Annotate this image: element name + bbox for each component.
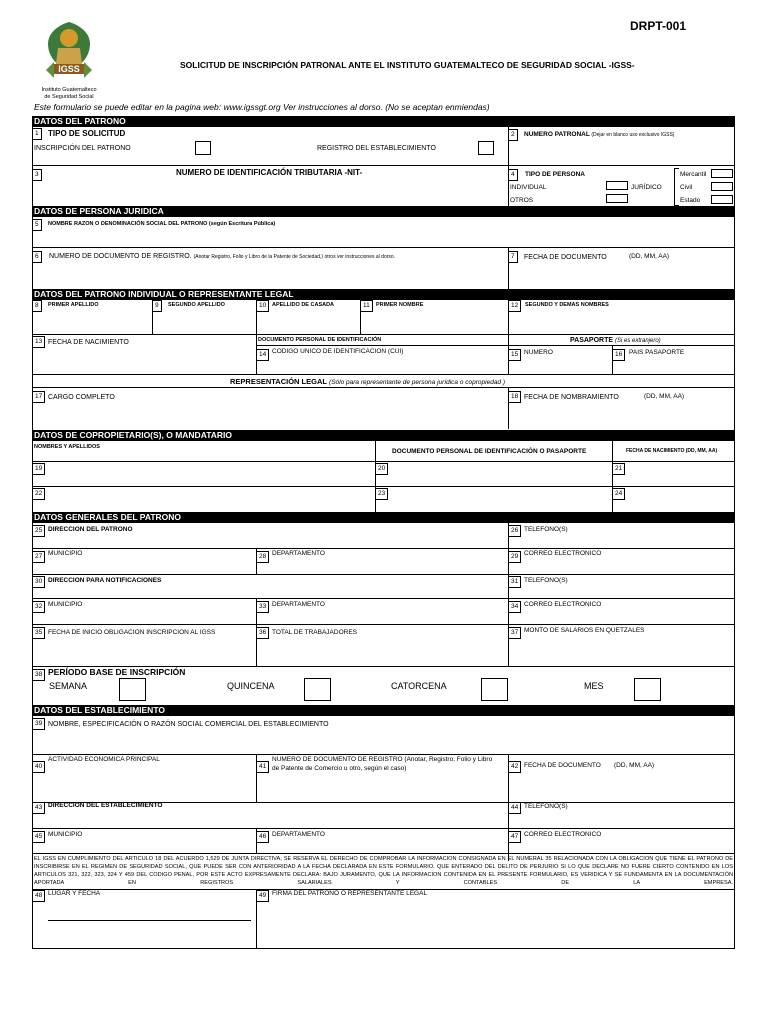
nit-label: NUMERO DE IDENTIFICACIÓN TRIBUTARIA -NIT- <box>176 168 363 177</box>
field-num: 7 <box>508 251 518 263</box>
field-num: 37 <box>508 627 521 639</box>
municipio-label: MUNICIPIO <box>48 550 83 557</box>
quincena-label: QUINCENA <box>227 681 275 691</box>
apellido-casada-label: APELLIDO DE CASADA <box>272 302 335 308</box>
estado-checkbox[interactable] <box>711 195 733 204</box>
pasaporte-note: (Si es extranjero) <box>615 338 661 344</box>
departamento-notif-label: DEPARTAMENTO <box>272 601 325 608</box>
field-num: 4 <box>508 169 518 181</box>
field-num: 28 <box>256 551 269 563</box>
igss-seal-icon <box>36 20 102 82</box>
section-juridica: DATOS DE PERSONA JURIDICA <box>32 206 735 217</box>
field-num: 48 <box>32 890 45 902</box>
tipo-persona-label: TIPO DE PERSONA <box>525 171 585 178</box>
representacion-title: REPRESENTACIÓN LEGAL <box>230 377 327 386</box>
field-num: 42 <box>508 761 521 773</box>
fecha-documento-format: (DD, MM, AA) <box>629 253 670 260</box>
primer-nombre-label: PRIMER NOMBRE <box>376 302 424 308</box>
primer-apellido-label: PRIMER APELLIDO <box>48 302 99 308</box>
field-num: 27 <box>32 551 45 563</box>
field-num: 24 <box>612 488 625 500</box>
section-establecimiento: DATOS DEL ESTABLECIMIENTO <box>32 705 735 716</box>
telefono-est-label: TELEFONO(S) <box>524 803 568 810</box>
municipio-notif-label: MUNICIPIO <box>48 601 83 608</box>
fecha-documento-est-format: (DD, MM, AA) <box>614 762 655 769</box>
field-num: 47 <box>508 831 521 843</box>
field-num: 35 <box>32 627 45 639</box>
telefono-label: TELEFONO(S) <box>524 526 568 533</box>
copro-fecha-header: FECHA DE NACIMIENTO (DD, MM, AA) <box>626 448 718 454</box>
numero-patronal-title: NUMERO PATRONAL <box>524 131 590 138</box>
field-num: 41 <box>256 761 269 773</box>
tipo-solicitud-label: TIPO DE SOLICITUD <box>48 129 126 138</box>
field-num: 49 <box>256 890 269 902</box>
direccion-establecimiento-label: DIRECCION DEL ESTABLECIMIENTO <box>48 802 163 809</box>
field-num: 17 <box>32 391 45 403</box>
field-num: 44 <box>508 802 521 814</box>
section-copropietario: DATOS DE COPROPIETARIO(S), O MANDATARIO <box>32 430 735 441</box>
field-num: 31 <box>508 576 521 588</box>
field-num: 43 <box>32 802 45 814</box>
individual-label: INDIVIDUAL <box>510 184 547 191</box>
doc-personal-label: DOCUMENTO PERSONAL DE IDENTIFICACIÓN <box>258 337 382 343</box>
numero-patronal-note: (Dejar en blanco uso exclusivo IGSS) <box>591 132 675 138</box>
direccion-patrono-label: DIRECCION DEL PATRONO <box>48 526 133 533</box>
individual-checkbox[interactable] <box>606 181 628 190</box>
mes-label: MES <box>584 681 604 691</box>
cargo-completo-label: CARGO COMPLETO <box>48 394 115 401</box>
field-num: 6 <box>32 251 42 263</box>
fecha-inicio-label: FECHA DE INICIO OBLIGACION INSCRIPCION AL IGSS <box>48 629 216 636</box>
registro-checkbox[interactable] <box>478 141 494 155</box>
catorcena-checkbox[interactable] <box>481 678 508 701</box>
nombre-establecimiento-label: NOMBRE, ESPECIFICACIÓN O RAZÓN SOCIAL COMERCIAL DEL ESTABLECIMIENTO <box>48 721 329 728</box>
doc-registro-note: (Anotar Registro, Folio y Libro de la Patente de Sociedad,) otros ver instrucciones al dorso. <box>193 254 396 260</box>
field-num: 14 <box>256 349 269 361</box>
fecha-documento-est-label: FECHA DE DOCUMENTO <box>524 762 601 769</box>
semana-label: SEMANA <box>49 681 88 691</box>
logo-line-2: de Seguridad Social <box>44 94 94 100</box>
mercantil-label: Mercantil <box>680 171 707 178</box>
representacion-note: (Sólo para representante de persona jurídica o copropiedad ) <box>329 379 506 386</box>
field-num: 40 <box>32 761 45 773</box>
pais-pasaporte-label: PAIS PASAPORTE <box>629 349 685 356</box>
field-num: 1 <box>32 128 42 140</box>
mercantil-checkbox[interactable] <box>711 169 733 178</box>
doc-registro-est-label-1: NUMERO DE DOCUMENTO DE REGISTRO (Anotar, Registro, Folio y Libro <box>272 756 493 763</box>
field-num: 11 <box>360 300 373 312</box>
razon-social-label: NOMBRE RAZON O DENOMINACIÓN SOCIAL DEL PATRONO (según Escritura Pública) <box>48 221 276 227</box>
fecha-nombramiento-format: (DD, MM, AA) <box>644 393 685 400</box>
form-code: DRPT-001 <box>630 19 687 33</box>
segundo-nombre-label: SEGUNDO Y DEMAS NOMBRES <box>525 302 609 308</box>
field-num: 21 <box>612 463 625 475</box>
doc-registro-label <box>49 252 395 262</box>
segundo-apellido-label: SEGUNDO APELLIDO <box>168 302 225 308</box>
inscripcion-checkbox[interactable] <box>195 141 211 155</box>
field-num: 26 <box>508 525 521 537</box>
numero-patronal-label <box>524 131 674 139</box>
correo-est-label: CORREO ELECTRONICO <box>524 831 602 838</box>
field-num: 5 <box>32 219 42 231</box>
field-num: 23 <box>375 488 388 500</box>
doc-registro-title: NUMERO DE DOCUMENTO DE REGISTRO. <box>49 253 192 260</box>
pasaporte-label <box>570 337 661 344</box>
catorcena-label: CATORCENA <box>391 681 447 691</box>
field-num: 3 <box>32 169 42 181</box>
quincena-checkbox[interactable] <box>304 678 331 701</box>
field-num: 15 <box>508 349 521 361</box>
juridico-label: JURÍDICO <box>631 184 662 191</box>
telefono-notif-label: TELEFONO(S) <box>524 577 568 584</box>
departamento-label: DEPARTAMENTO <box>272 550 325 557</box>
field-num: 18 <box>508 391 521 403</box>
legal-declaration: EL IGSS EN CUMPLIMIENTO DEL ARTICULO 18 DEL ACUERDO 1,529 DE JUNTA DIRECTIVA, SE RESERVA EL DERECHO DE COMPROBAR LA INFORMACION CONSIGNADA EN EL NUMERAL 35 RELACIONADA CON LA OBLIGACION QUE TIENE EL PATRONO DE INSCRIBIRSE EN EL REGIMEN DE SEGURIDAD SOCIAL, QUE PUEDE SER CON ANTERIORIDAD A LA FECHA DECLARADA EN ESTE FORMULARIO. QUE ENTERADO DEL DELITO DE PERJURIO SI LO QUE DECLARE NO FUERE CIERTO CONTENIDO EN LOS ARTICULOS 321, 322, 323, 324 Y 459 DEL CODIGO PENAL, POR ESTE ACTO EXPRESAMENTE DECLARA: BAJO JURAMENTO, QUE LA INFORMACION CONTENIDA EN EL PRESENTE FORMULARIO, ES VERIDICA Y SE FUNDAMENTA EN LA DOCUMENTACIÓN APORTADA EN REGISTROS SALARIALES Y CONTABLES DE LA EMPRESA. <box>34 856 733 886</box>
doc-registro-est-label-2: de Patente de Comercio u otro, según el caso) <box>272 765 407 772</box>
field-num: 29 <box>508 551 521 563</box>
mes-checkbox[interactable] <box>634 678 661 701</box>
field-num: 34 <box>508 601 521 613</box>
actividad-economica-label: ACTIVIDAD ECONOMICA PRINCIPAL <box>48 756 160 763</box>
fecha-nombramiento-label: FECHA DE NOMBRAMIENTO <box>524 394 619 401</box>
field-num: 20 <box>375 463 388 475</box>
field-num: 36 <box>256 627 269 639</box>
section-patrono: DATOS DEL PATRONO <box>32 116 735 127</box>
field-num: 33 <box>256 601 269 613</box>
field-num: 2 <box>508 129 518 141</box>
otros-checkbox[interactable] <box>606 194 628 203</box>
fecha-nacimiento-label: FECHA DE NACIMIENTO <box>48 339 129 346</box>
otros-label: OTROS <box>510 197 534 204</box>
form-subtitle: Este formulario se puede editar en la pagina web: www.igssgt.org Ver instrucciones al dorso. (No se aceptan enmiendas) <box>34 102 490 112</box>
field-num: 8 <box>32 300 42 312</box>
field-num: 19 <box>32 463 45 475</box>
correo-label: CORREO ELECTRONICO <box>524 550 602 557</box>
correo-notif-label: CORREO ELECTRONICO <box>524 601 602 608</box>
juridico-brace <box>674 168 679 206</box>
semana-checkbox[interactable] <box>119 678 146 701</box>
field-num: 16 <box>612 349 625 361</box>
field-num: 25 <box>32 525 45 537</box>
civil-label: Civil <box>680 184 693 191</box>
field-num: 22 <box>32 488 45 500</box>
opt-inscripcion-label: INSCRIPCIÓN DEL PATRONO <box>34 145 131 152</box>
field-num: 30 <box>32 576 45 588</box>
periodo-base-label: PERÍODO BASE DE INSCRIPCIÓN <box>48 667 186 677</box>
copro-doc-header: DOCUMENTO PERSONAL DE IDENTIFICACIÓN O PASAPORTE <box>392 448 587 455</box>
svg-text:IGSS: IGSS <box>58 64 80 74</box>
direccion-notificaciones-label: DIRECCION PARA NOTIFICACIONES <box>48 577 162 584</box>
field-num: 12 <box>508 300 521 312</box>
section-generales: DATOS GENERALES DEL PATRONO <box>32 512 735 523</box>
pasaporte-numero-label: NUMERO <box>524 349 553 356</box>
section-individual: DATOS DEL PATRONO INDIVIDUAL O REPRESENTANTE LEGAL <box>32 289 735 300</box>
logo-line-1: Instituto Guatemalteco <box>41 87 97 93</box>
form-title: SOLICITUD DE INSCRIPCIÓN PATRONAL ANTE EL INSTITUTO GUATEMALTECO DE SEGURIDAD SOCIAL -IGSS- <box>180 60 635 70</box>
field-num: 46 <box>256 831 269 843</box>
firma-label: FIRMA DEL PATRONO O REPRESENTANTE LEGAL <box>272 890 428 897</box>
lugar-fecha-line <box>48 920 251 921</box>
pasaporte-title: PASAPORTE <box>570 337 614 344</box>
field-num: 39 <box>32 718 45 730</box>
cui-label: CODIGO UNICO DE IDENTIFICACION (CUI) <box>272 348 404 355</box>
lugar-fecha-label: LUGAR Y FECHA <box>48 890 101 897</box>
igss-logo <box>36 20 102 100</box>
opt-registro-label: REGISTRO DEL ESTABLECIMIENTO <box>317 145 436 152</box>
municipio-est-label: MUNICIPIO <box>48 831 83 838</box>
field-num: 13 <box>32 336 45 348</box>
copro-nombres-header: NOMBRES Y APELLIDOS <box>34 444 100 450</box>
departamento-est-label: DEPARTAMENTO <box>272 831 325 838</box>
monto-salarios-label: MONTO DE SALARIOS EN QUETZALES <box>524 627 645 634</box>
field-num: 38 <box>32 669 45 681</box>
representacion-label <box>230 377 505 386</box>
field-num: 9 <box>152 300 162 312</box>
estado-label: Estado <box>680 197 701 204</box>
field-num: 10 <box>256 300 269 312</box>
fecha-documento-label: FECHA DE DOCUMENTO <box>524 254 607 261</box>
civil-checkbox[interactable] <box>711 182 733 191</box>
total-trabajadores-label: TOTAL DE TRABAJADORES <box>272 629 358 636</box>
field-num: 32 <box>32 601 45 613</box>
field-num: 45 <box>32 831 45 843</box>
